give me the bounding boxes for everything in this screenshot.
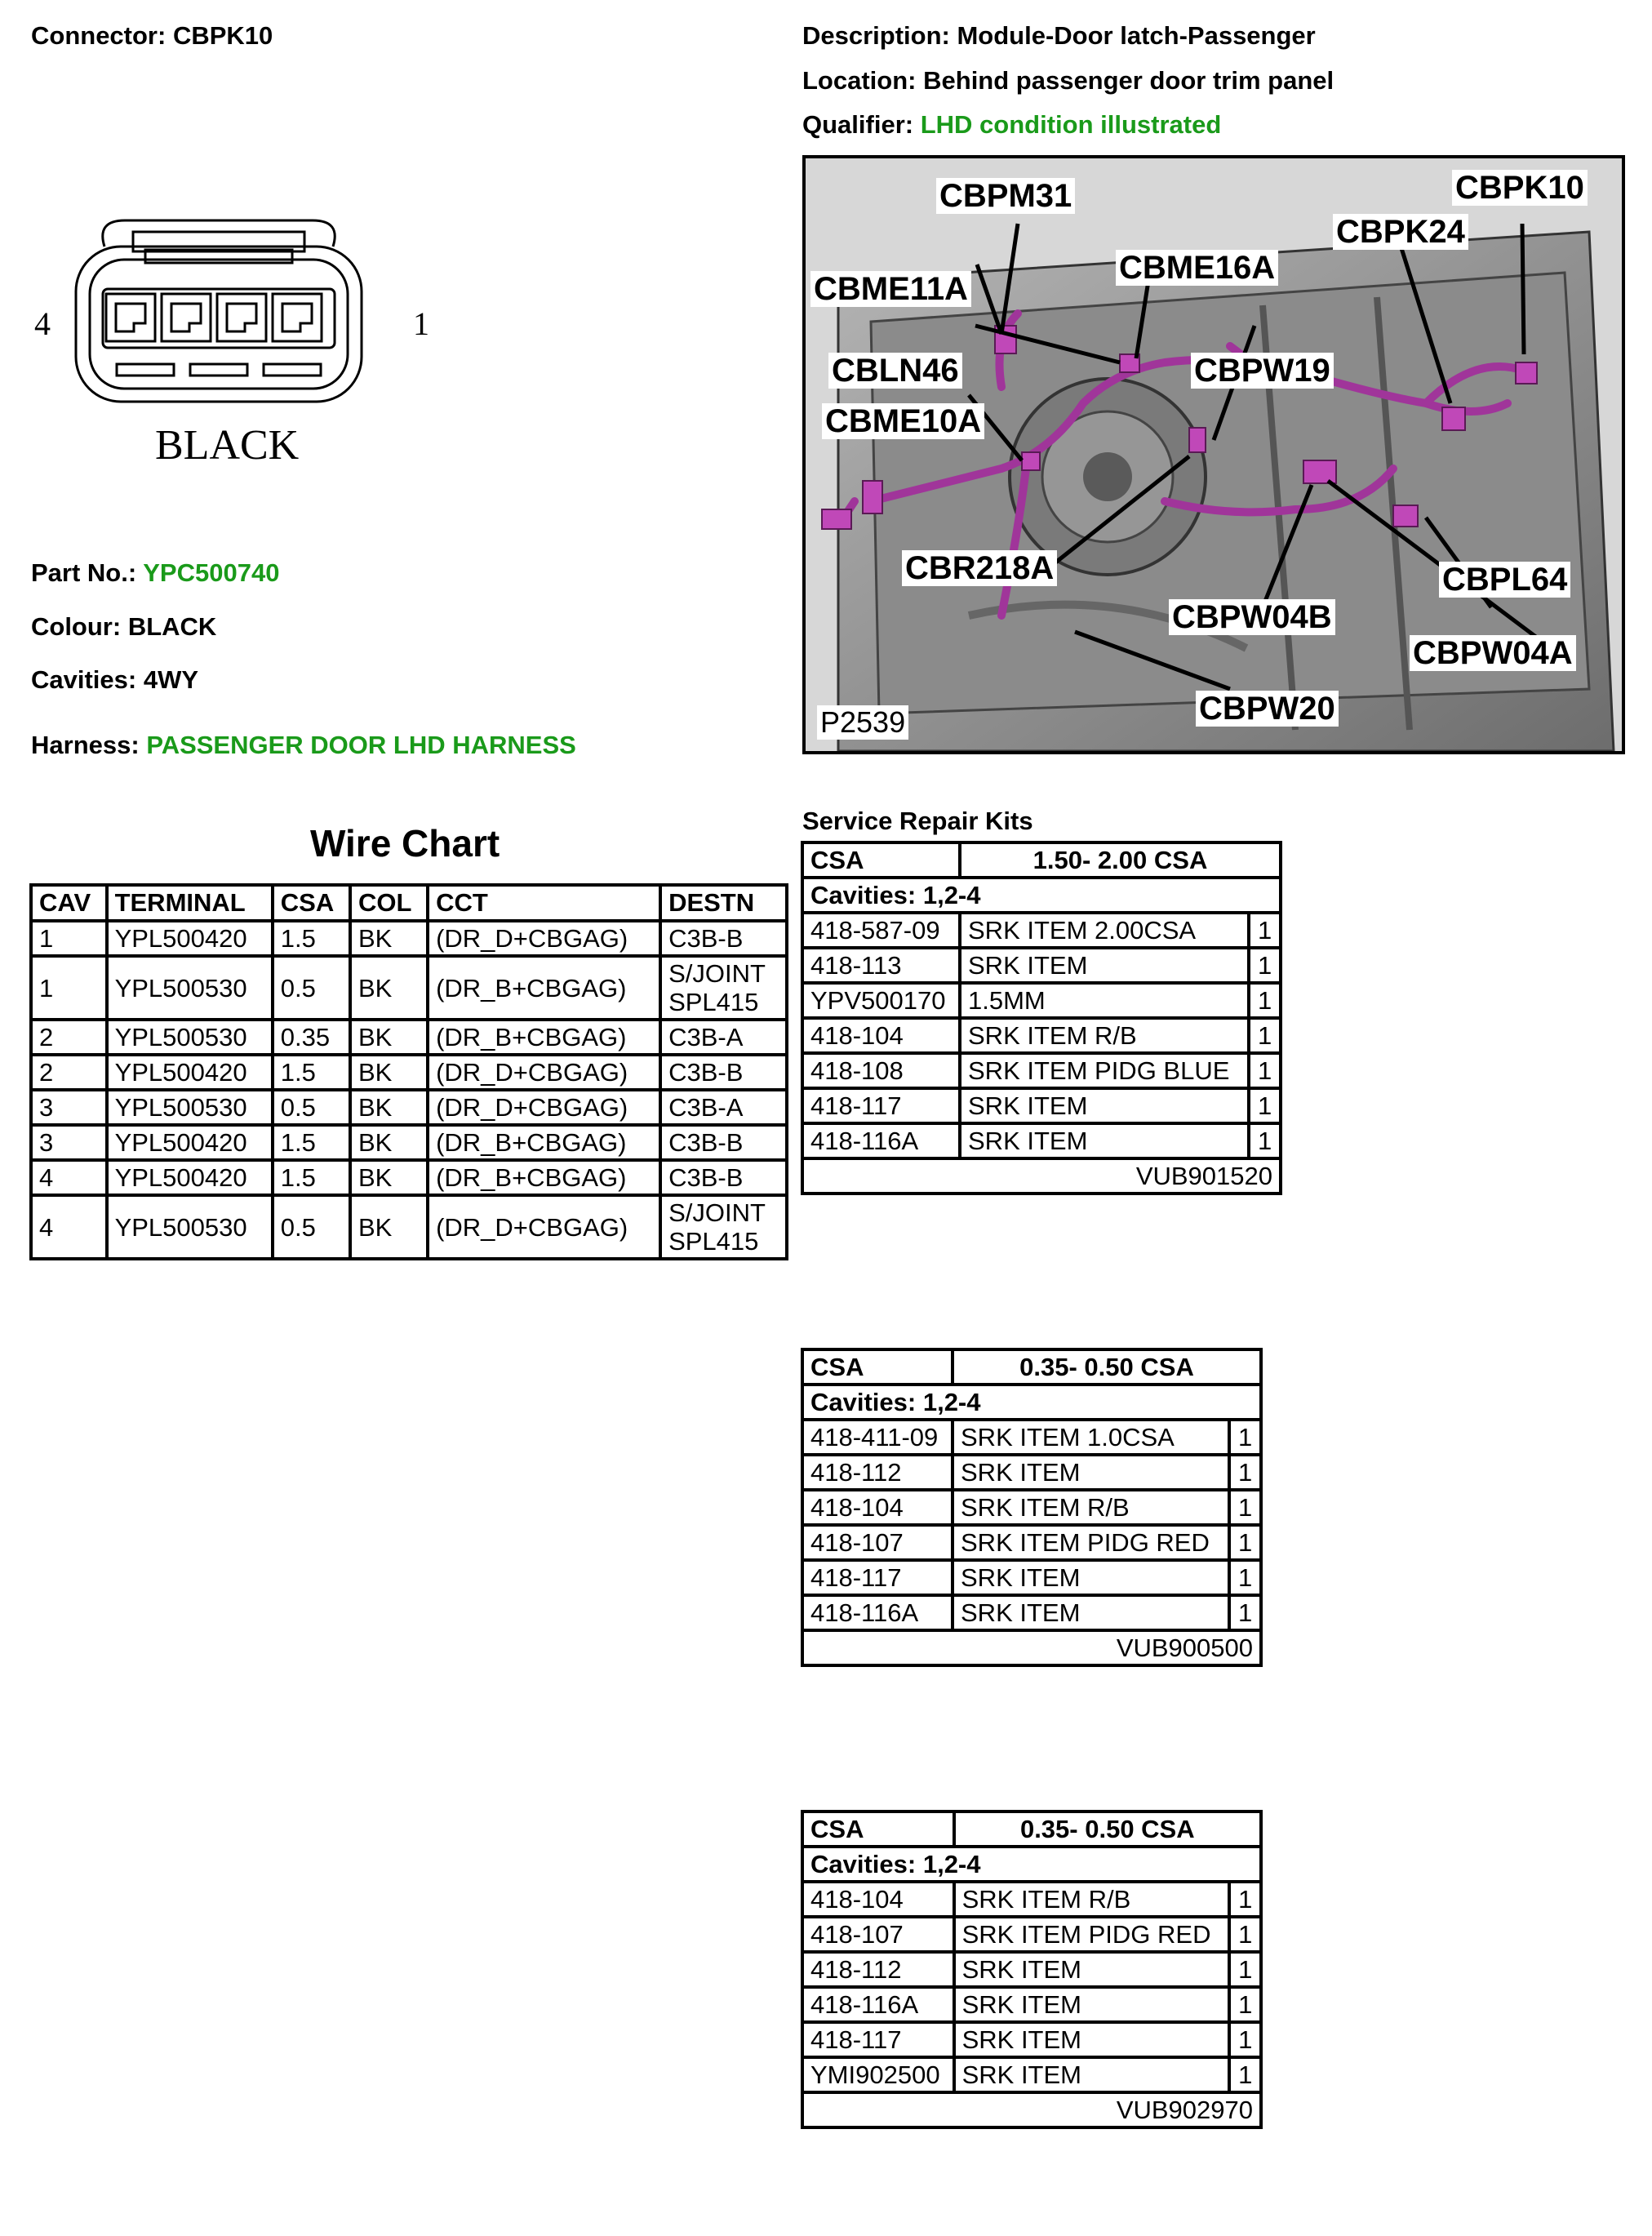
table-row [804, 1954, 1259, 1985]
table-row [33, 1021, 785, 1053]
kit-item-part: 418-104 [804, 1883, 953, 1915]
kit-item-qty: 1 [1231, 1954, 1259, 1985]
kit-item-desc: SRK ITEM PIDG RED [956, 1918, 1228, 1950]
destn-line-1: C3B-B [668, 1128, 744, 1157]
location-value: Behind passenger door trim panel [923, 66, 1334, 95]
kit-item-part: 418-117 [804, 1090, 958, 1122]
kit-item-desc: SRK ITEM R/B [956, 1883, 1228, 1915]
cell-csa: 1.5 [274, 1056, 349, 1088]
kit-item-desc: SRK ITEM [956, 2024, 1228, 2056]
cell-col: BK [352, 1056, 426, 1088]
destn-line-1: C3B-B [668, 924, 744, 953]
cell-destn [662, 1127, 785, 1158]
table-row [804, 1020, 1279, 1051]
callout-cbme16a: CBME16A [1116, 250, 1278, 286]
kit-item-qty: 1 [1231, 1421, 1259, 1453]
table-row [33, 958, 785, 1018]
col-cav: CAV [33, 887, 105, 919]
table-row [804, 1989, 1259, 2020]
kit-csa-range: 1.50- 2.00 CSA [961, 844, 1279, 876]
cell-csa: 0.5 [274, 1091, 349, 1123]
cell-terminal: YPL500530 [109, 958, 271, 1018]
kit-cavities: Cavities: 1,2-4 [804, 1848, 1259, 1880]
kit-item-part: 418-117 [804, 1562, 951, 1594]
kit-item-desc: SRK ITEM [956, 1954, 1228, 1985]
description-line [802, 21, 1316, 51]
kit-item-part: 418-112 [804, 1954, 953, 1985]
kit-item-qty: 1 [1250, 914, 1279, 946]
colour-value: BLACK [127, 612, 217, 641]
kit-item-qty: 1 [1250, 949, 1279, 981]
kit-item-qty: 1 [1231, 2024, 1259, 2056]
cell-destn [662, 1197, 785, 1257]
table-row [33, 1056, 785, 1088]
cell-destn [662, 922, 785, 954]
kit-csa-range: 0.35- 0.50 CSA [956, 1813, 1259, 1845]
cavities-value: 4WY [143, 665, 199, 694]
repair-kit-table [801, 1810, 1263, 2129]
connector-heading [31, 21, 273, 51]
table-row [804, 1090, 1279, 1122]
table-row [804, 1918, 1259, 1950]
cell-destn [662, 958, 785, 1018]
destn-line-1: C3B-A [668, 1093, 744, 1122]
cell-cct: (DR_B+CBGAG) [429, 958, 659, 1018]
destn-line-1: S/JOINT [668, 1198, 766, 1227]
callout-cbpk10: CBPK10 [1452, 170, 1588, 206]
kit-number: VUB901520 [804, 1160, 1279, 1192]
callout-cbme11a: CBME11A [810, 271, 971, 307]
cell-destn [662, 1091, 785, 1123]
cell-col: BK [352, 922, 426, 954]
callout-cbpl64: CBPL64 [1439, 562, 1570, 598]
kit-item-desc: SRK ITEM [961, 1090, 1247, 1122]
kit-item-desc: SRK ITEM R/B [961, 1020, 1247, 1051]
kit-item-part: 418-113 [804, 949, 958, 981]
kit-item-desc: SRK ITEM PIDG RED [954, 1527, 1228, 1558]
kit-item-qty: 1 [1231, 1918, 1259, 1950]
kit-item-part: 418-116A [804, 1989, 953, 2020]
col-csa: CSA [274, 887, 349, 919]
kit-cavities: Cavities: 1,2-4 [804, 1386, 1259, 1418]
qualifier-line [802, 110, 1221, 140]
location-line [802, 66, 1334, 96]
cell-col: BK [352, 1091, 426, 1123]
cell-terminal: YPL500420 [109, 1127, 271, 1158]
kit-item-part: 418-587-09 [804, 914, 958, 946]
kit-number: VUB902970 [804, 2094, 1259, 2126]
cell-cct: (DR_D+CBGAG) [429, 1091, 659, 1123]
kit-item-desc: SRK ITEM [956, 2059, 1228, 2091]
callout-cbpk24: CBPK24 [1333, 214, 1468, 250]
qualifier-label: Qualifier: [802, 110, 914, 139]
cell-cav: 1 [33, 922, 105, 954]
kit-csa-label: CSA [804, 1351, 951, 1383]
kit-cavities: Cavities: 1,2-4 [804, 879, 1279, 911]
part-no-label: Part No.: [31, 558, 137, 587]
table-row [804, 1421, 1259, 1453]
table-row [33, 1162, 785, 1194]
kit-item-qty: 1 [1250, 1055, 1279, 1087]
kit-item-qty: 1 [1231, 1597, 1259, 1629]
table-row [33, 1127, 785, 1158]
destn-line-1: C3B-A [668, 1023, 744, 1051]
kit-item-desc: SRK ITEM [961, 949, 1247, 981]
kit-item-qty: 1 [1231, 1527, 1259, 1558]
cell-cav: 4 [33, 1162, 105, 1194]
kit-item-qty: 1 [1231, 1989, 1259, 2020]
table-row [804, 1883, 1259, 1915]
table-row [804, 1456, 1259, 1488]
photo-reference: P2539 [817, 705, 908, 740]
kit-header-row [804, 1813, 1259, 1845]
table-row [33, 1197, 785, 1257]
harness-label: Harness: [31, 731, 140, 759]
kit-item-part: 418-411-09 [804, 1421, 951, 1453]
table-row [33, 1091, 785, 1123]
location-label: Location: [802, 66, 917, 95]
cell-terminal: YPL500530 [109, 1021, 271, 1053]
kit-item-part: YMI902500 [804, 2059, 953, 2091]
col-col: COL [352, 887, 426, 919]
callout-cbpw04b: CBPW04B [1169, 599, 1335, 635]
kit-item-part: 418-112 [804, 1456, 951, 1488]
kit-item-part: 418-116A [804, 1125, 958, 1157]
kit-item-qty: 1 [1250, 1020, 1279, 1051]
repair-kit-table [801, 841, 1282, 1195]
cell-col: BK [352, 958, 426, 1018]
kit-header-row [804, 1351, 1259, 1383]
kit-item-qty: 1 [1231, 1456, 1259, 1488]
kit-item-part: 418-107 [804, 1918, 953, 1950]
kit-csa-range: 0.35- 0.50 CSA [954, 1351, 1259, 1383]
cavities-line [31, 665, 198, 695]
cell-cct: (DR_B+CBGAG) [429, 1127, 659, 1158]
cell-csa: 1.5 [274, 922, 349, 954]
cell-col: BK [352, 1162, 426, 1194]
cell-cav: 2 [33, 1056, 105, 1088]
cell-csa: 0.5 [274, 1197, 349, 1257]
cell-cct: (DR_D+CBGAG) [429, 922, 659, 954]
service-repair-kits-title: Service Repair Kits [802, 807, 1033, 835]
callout-cbr218a: CBR218A [902, 550, 1057, 586]
kit-item-desc: SRK ITEM PIDG BLUE [961, 1055, 1247, 1087]
cell-col: BK [352, 1021, 426, 1053]
kit-item-desc: SRK ITEM [954, 1597, 1228, 1629]
kit-cavities-row [804, 1386, 1259, 1418]
cell-cct: (DR_B+CBGAG) [429, 1162, 659, 1194]
cell-col: BK [352, 1197, 426, 1257]
kit-item-part: 418-104 [804, 1020, 958, 1051]
kit-item-desc: SRK ITEM [954, 1562, 1228, 1594]
kit-number-row [804, 2094, 1259, 2126]
destn-line-1: S/JOINT [668, 959, 766, 988]
kit-item-qty: 1 [1231, 1562, 1259, 1594]
cell-csa: 0.35 [274, 1021, 349, 1053]
kit-item-part: 418-108 [804, 1055, 958, 1087]
kit-item-desc: SRK ITEM [961, 1125, 1247, 1157]
cell-cct: (DR_B+CBGAG) [429, 1021, 659, 1053]
kit-csa-label: CSA [804, 844, 958, 876]
location-photo [802, 155, 1625, 754]
description-value: Module-Door latch-Passenger [957, 21, 1316, 50]
cell-cav: 1 [33, 958, 105, 1018]
harness-value: PASSENGER DOOR LHD HARNESS [146, 731, 576, 759]
destn-line-1: C3B-B [668, 1163, 744, 1192]
connector-id: CBPK10 [172, 21, 273, 50]
kit-header-row [804, 844, 1279, 876]
callout-cbln46: CBLN46 [828, 353, 962, 389]
cell-terminal: YPL500530 [109, 1091, 271, 1123]
callout-cbpw19: CBPW19 [1191, 353, 1334, 389]
table-row [33, 922, 785, 954]
colour-line [31, 612, 216, 642]
kit-item-desc: 1.5MM [961, 985, 1247, 1016]
cell-destn [662, 1162, 785, 1194]
kit-item-part: 418-107 [804, 1527, 951, 1558]
kit-item-qty: 1 [1250, 1090, 1279, 1122]
harness-line [31, 731, 576, 760]
kit-number-row [804, 1632, 1259, 1664]
table-row [804, 914, 1279, 946]
cell-cav: 3 [33, 1127, 105, 1158]
cell-col: BK [352, 1127, 426, 1158]
wire-chart-table [29, 883, 788, 1260]
callout-cbpw04a: CBPW04A [1410, 635, 1576, 671]
kit-item-part: YPV500170 [804, 985, 958, 1016]
cell-cav: 3 [33, 1091, 105, 1123]
table-row [804, 1055, 1279, 1087]
table-row [804, 985, 1279, 1016]
table-row [804, 1491, 1259, 1523]
part-no-value: YPC500740 [143, 558, 280, 587]
repair-kit-table [801, 1348, 1263, 1667]
cell-destn [662, 1056, 785, 1088]
kit-item-qty: 1 [1231, 1491, 1259, 1523]
pin-1-label: 1 [413, 305, 429, 342]
table-row [804, 2024, 1259, 2056]
kit-cavities-row [804, 1848, 1259, 1880]
col-cct: CCT [429, 887, 659, 919]
table-row [804, 2059, 1259, 2091]
cavities-label: Cavities: [31, 665, 137, 694]
destn-line-1: C3B-B [668, 1058, 744, 1087]
cell-csa: 0.5 [274, 958, 349, 1018]
destn-line-2: SPL415 [668, 988, 759, 1016]
connector-label: Connector: [31, 21, 167, 50]
part-no-line [31, 558, 279, 588]
wire-chart-title: Wire Chart [310, 822, 500, 865]
qualifier-value: LHD condition illustrated [920, 110, 1222, 139]
cell-cav: 4 [33, 1197, 105, 1257]
kit-number-row [804, 1160, 1279, 1192]
kit-cavities-row [804, 879, 1279, 911]
kit-number: VUB900500 [804, 1632, 1259, 1664]
kit-csa-label: CSA [804, 1813, 953, 1845]
kit-item-part: 418-104 [804, 1491, 951, 1523]
cell-terminal: YPL500420 [109, 1162, 271, 1194]
cell-terminal: YPL500530 [109, 1197, 271, 1257]
wire-chart-header-row [33, 887, 785, 919]
cell-destn [662, 1021, 785, 1053]
callout-cbpw20: CBPW20 [1196, 691, 1339, 727]
kit-item-desc: SRK ITEM R/B [954, 1491, 1228, 1523]
table-row [804, 1562, 1259, 1594]
kit-item-desc: SRK ITEM [954, 1456, 1228, 1488]
table-row [804, 1527, 1259, 1558]
destn-line-2: SPL415 [668, 1227, 759, 1256]
connector-face-drawing [31, 214, 455, 483]
cell-cav: 2 [33, 1021, 105, 1053]
colour-drawing-label: BLACK [155, 422, 300, 469]
cell-terminal: YPL500420 [109, 922, 271, 954]
pin-4-label: 4 [34, 305, 51, 342]
table-row [804, 949, 1279, 981]
cell-csa: 1.5 [274, 1127, 349, 1158]
callout-cbpm31: CBPM31 [936, 178, 1075, 214]
kit-item-qty: 1 [1231, 1883, 1259, 1915]
kit-item-desc: SRK ITEM 1.0CSA [954, 1421, 1228, 1453]
cell-csa: 1.5 [274, 1162, 349, 1194]
kit-item-qty: 1 [1250, 1125, 1279, 1157]
kit-item-desc: SRK ITEM [956, 1989, 1228, 2020]
cell-cct: (DR_D+CBGAG) [429, 1056, 659, 1088]
callout-cbme10a: CBME10A [822, 403, 984, 439]
table-row [804, 1125, 1279, 1157]
col-destn: DESTN [662, 887, 785, 919]
kit-item-part: 418-117 [804, 2024, 953, 2056]
kit-item-qty: 1 [1250, 985, 1279, 1016]
description-label: Description: [802, 21, 950, 50]
colour-label: Colour: [31, 612, 122, 641]
kit-item-part: 418-116A [804, 1597, 951, 1629]
cell-cct: (DR_D+CBGAG) [429, 1197, 659, 1257]
col-terminal: TERMINAL [109, 887, 271, 919]
kit-item-desc: SRK ITEM 2.00CSA [961, 914, 1247, 946]
cell-terminal: YPL500420 [109, 1056, 271, 1088]
table-row [804, 1597, 1259, 1629]
kit-item-qty: 1 [1231, 2059, 1259, 2091]
